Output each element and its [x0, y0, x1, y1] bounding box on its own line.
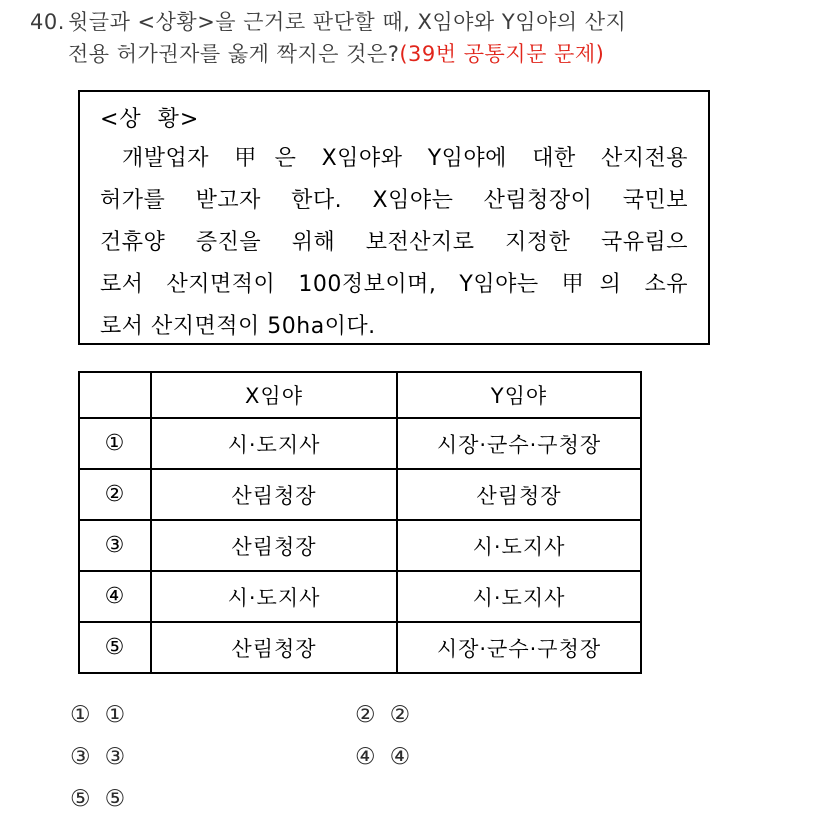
situation-line: 로서 산지면적이 50ha이다. [100, 314, 376, 339]
choice-value: ③ [104, 744, 126, 770]
choice-2[interactable] [355, 702, 410, 728]
choice-marker: ① [70, 702, 91, 728]
row-number: ① [79, 418, 151, 469]
choice-value: ⑤ [104, 786, 126, 812]
situation-title: <상 황> [100, 107, 200, 132]
choice-row [70, 694, 770, 736]
choice-value: ② [389, 702, 411, 728]
choice-value: ④ [389, 744, 411, 770]
choice-marker: ③ [70, 744, 91, 770]
choice-row [70, 778, 770, 814]
cell-y-value: 시장·군수·구청장 [397, 622, 641, 673]
table-header-y: Y임야 [397, 372, 641, 418]
table-header-empty [79, 372, 151, 418]
row-number: ⑤ [79, 622, 151, 673]
choice-marker: ② [355, 702, 376, 728]
table-row [79, 622, 641, 673]
question-block [30, 6, 810, 70]
question-line-1 [30, 6, 810, 38]
choice-list [70, 694, 770, 814]
question-number: 40. [30, 10, 65, 34]
cell-x-value: 시·도지사 [151, 571, 397, 622]
row-number: ② [79, 469, 151, 520]
cell-y-value: 산림청장 [397, 469, 641, 520]
row-number: ④ [79, 571, 151, 622]
choice-5[interactable] [70, 786, 355, 812]
table-row [79, 571, 641, 622]
choice-3[interactable] [70, 744, 355, 770]
table-header-x: X임야 [151, 372, 397, 418]
row-number: ③ [79, 520, 151, 571]
cell-x-value: 산림청장 [151, 469, 397, 520]
question-text-line2: 전용 허가권자를 옳게 짝지은 것은? [68, 42, 400, 66]
choice-marker: ⑤ [70, 786, 91, 812]
cell-x-value: 시·도지사 [151, 418, 397, 469]
table-header-row [79, 372, 641, 418]
choice-value: ① [104, 702, 126, 728]
situation-body [100, 138, 688, 348]
question-line-2 [68, 38, 810, 70]
table-row [79, 469, 641, 520]
situation-box [78, 90, 710, 345]
table-row [79, 520, 641, 571]
choice-marker: ④ [355, 744, 376, 770]
situation-line: 개발업자 甲은 X임야와 Y임야에 대한 산지전용 [122, 146, 688, 171]
situation-line: 로서 산지면적이 100정보이며, Y임야는 甲의 소유 [100, 272, 688, 297]
question-note-red: (39번 공통지문 문제) [399, 42, 605, 66]
cell-y-value: 시·도지사 [397, 571, 641, 622]
table-row [79, 418, 641, 469]
choice-4[interactable] [355, 744, 410, 770]
choice-1[interactable] [70, 702, 355, 728]
cell-y-value: 시장·군수·구청장 [397, 418, 641, 469]
cell-y-value: 시·도지사 [397, 520, 641, 571]
answer-table [78, 371, 642, 674]
question-text-line1: 윗글과 <상황>을 근거로 판단할 때, X임야와 Y임야의 산지 [68, 10, 627, 34]
cell-x-value: 산림청장 [151, 520, 397, 571]
situation-line: 허가를 받고자 한다. X임야는 산림청장이 국민보 [100, 188, 688, 213]
cell-x-value: 산림청장 [151, 622, 397, 673]
choice-row [70, 736, 770, 778]
situation-line: 건휴양 증진을 위해 보전산지로 지정한 국유림으 [100, 230, 688, 255]
